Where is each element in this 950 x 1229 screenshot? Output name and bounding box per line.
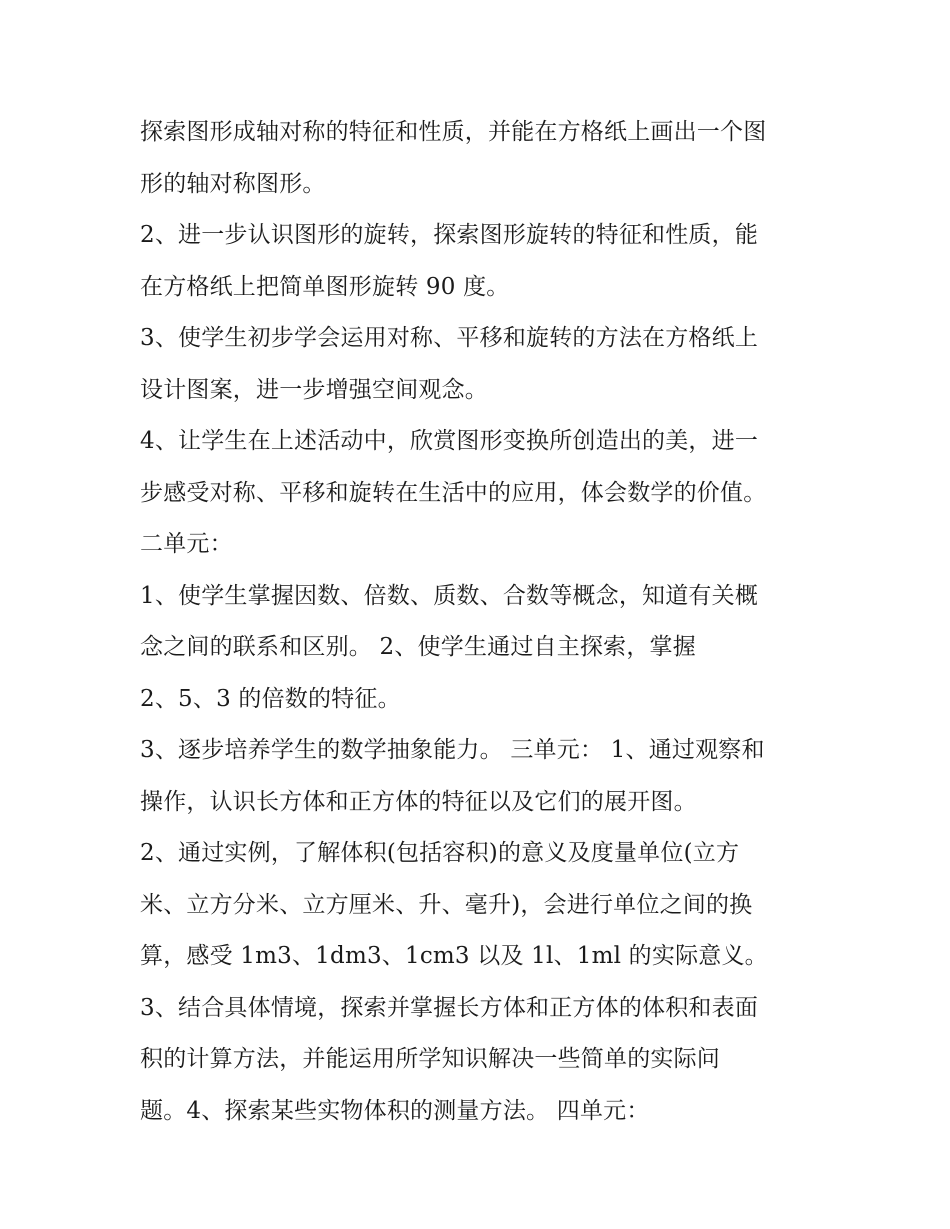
text-line: 探索图形成轴对称的特征和性质，并能在方格纸上画出一个图 (140, 119, 767, 145)
text-line: 2、进一步认识图形的旋转，探索图形旋转的特征和性质，能 (140, 222, 759, 248)
text-line: 米、立方分米、立方厘米、升、毫升)，会进行单位之间的换 (140, 891, 753, 918)
text-line: 3、使学生初步学会运用对称、平移和旋转的方法在方格纸上 (140, 325, 759, 351)
text-line: 在方格纸上把简单图形旋转 90 度。 (140, 273, 510, 300)
text-line: 算，感受 1m3、1dm3、1cm3 以及 1l、1ml 的实际意义。 (140, 943, 768, 969)
text-line: 2、5、3 的倍数的特征。 (140, 685, 401, 712)
text-line: 设计图案，进一步增强空间观念。 (140, 376, 488, 403)
text-line: 题。4、探索某些实物体积的测量方法。 四单元： (140, 1097, 650, 1124)
text-line: 3、逐步培养学生的数学抽象能力。 三单元： 1、通过观察和 (140, 737, 765, 763)
section-heading: 二单元： (140, 531, 233, 557)
text-line: 积的计算方法，并能运用所学知识解决一些简单的实际问 (140, 1046, 720, 1072)
text-line: 3、结合具体情境，探索并掌握长方体和正方体的体积和表面 (140, 994, 759, 1021)
text-line: 步感受对称、平移和旋转在生活中的应用，体会数学的价值。 (140, 479, 767, 506)
document-body (140, 107, 820, 1137)
text-line: 念之间的联系和区别。 2、使学生通过自主探索，掌握 (140, 634, 696, 660)
text-line: 形的轴对称图形。 (140, 170, 326, 197)
text-line: 2、通过实例，了解体积(包括容积)的意义及度量单位(立方 (140, 840, 740, 866)
text-line: 操作，认识长方体和正方体的特征以及它们的展开图。 (140, 788, 697, 815)
text-line: 1、使学生掌握因数、倍数、质数、合数等概念，知道有关概 (140, 582, 759, 609)
text-line: 4、让学生在上述活动中，欣赏图形变换所创造出的美，进一 (140, 428, 759, 454)
